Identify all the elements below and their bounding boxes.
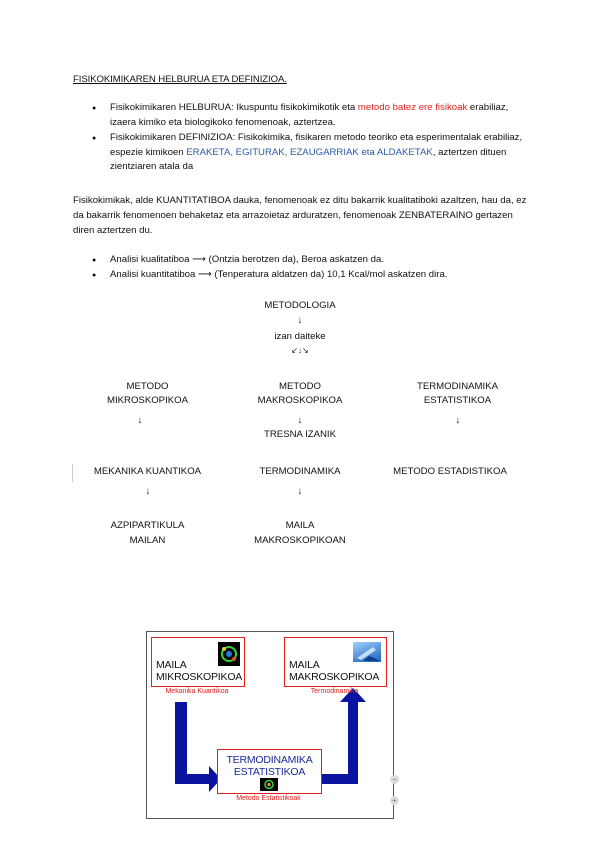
list-item-helburua: [92, 101, 532, 131]
diagram-root: METODOLOGIA: [264, 300, 336, 311]
box-micro: [151, 637, 245, 687]
col3-line2: ESTATISTIKOA: [423, 395, 492, 406]
box-macro-line2: MAKROSKOPIKOA: [289, 671, 380, 683]
liquid-image: [353, 642, 381, 662]
divider: [72, 464, 73, 482]
analysis-list: [92, 253, 532, 283]
zoom-in-icon[interactable]: +: [390, 796, 399, 805]
col2-line2: MAKROSKOPIKOA: [257, 395, 343, 406]
arrow-down-icon: ↓: [297, 415, 303, 426]
list-item-quantitative: ● Analisi kuantitatiboa ⟶ (Tenperatura aldatzen da) 10,1 Kcal/mol askatzen dira.: [92, 268, 532, 283]
tool-2: TERMODINAMIKA: [259, 466, 341, 477]
box-micro-line1: MAILA: [156, 659, 187, 671]
box-micro-line2: MIKROSKOPIKOA: [156, 671, 243, 683]
flask-icon: [353, 642, 381, 662]
col2-line1: METODO: [279, 381, 321, 392]
diagram-middle: izan daiteke: [274, 331, 326, 342]
tresna-label: TRESNA IZANIK: [264, 429, 336, 440]
tool-3: METODO ESTADISTIKOA: [393, 466, 507, 477]
level2-line1: MAILA: [285, 520, 315, 531]
box-stat-line1: TERMODINAMIKA: [226, 754, 313, 766]
item-text-a: Fisikokimikaren HELBURUA: Ikuspuntu fisikokimikotik eta: [110, 102, 358, 113]
side-controls: [390, 775, 400, 815]
list-item-definizioa: [92, 131, 532, 176]
item-text-a: Fisikokimikaren DEFINIZIOA: Fisikokimika, fisikaren metodo teoriko eta esperimentalak erabiliaz, espezie kimikoen: [110, 131, 523, 158]
item-text-c: erabiliaz, izaera kimiko eta biologikoko fenomenoak, aztertzea.: [110, 102, 509, 128]
col3-line1: TERMODINAMIKA: [416, 381, 499, 392]
arrow-down-icon: ↓: [297, 486, 303, 497]
highlight-text-blue: ERAKETA, EGITURAK, EZAUGARRIAK eta ALDAKETAK: [186, 146, 433, 158]
tool-1: MEKANIKA KUANTIKOA: [93, 466, 202, 477]
levels-figure: [146, 631, 394, 819]
level1-line1: AZPIPARTIKULA: [110, 520, 185, 531]
level2-line2: MAKROSKOPIKOAN: [254, 535, 346, 546]
zoom-out-icon[interactable]: −: [390, 775, 399, 784]
arrow-down-icon: ↓: [455, 415, 461, 426]
box-stat-line2: ESTATISTIKOA: [233, 766, 306, 778]
atom-icon: [218, 642, 240, 666]
highlight-text-red: metodo batez ere fisikoak: [357, 102, 468, 113]
box-stat-caption: Metodo Estatistikoak: [236, 795, 301, 802]
atom-image: [218, 642, 240, 666]
arrow-down-icon: ↓: [297, 315, 303, 326]
body-paragraph: Fisikokimikak, alde KUANTITATIBOA dauka, fenomenoak ez ditu bakarrik kualitatiboki azaltzen, hau da, ez da bakarrik fenomenoen behaketaz eta arrazoietaz arduratzen, fenomenoak ZENBATERAINO gertazen diren aztertzen du.: [73, 195, 527, 236]
level1-line2: MAILAN: [129, 535, 166, 546]
box-macro: [284, 637, 387, 687]
arrow-down-icon: ↓: [145, 486, 151, 497]
box-macro-line1: MAILA: [289, 659, 320, 671]
page-title: FISIKOKIMIKAREN HELBURUA ETA DEFINIZIOA.: [73, 74, 287, 85]
col1-line1: METODO: [126, 381, 169, 392]
box-micro-caption: Mekanika Kuantikoa: [165, 688, 229, 695]
split-arrows-icon: ↙↓↘: [291, 346, 309, 355]
atom-image-small: [260, 778, 278, 791]
atom-icon: [260, 778, 278, 791]
arrow-down-icon: ↓: [137, 415, 143, 426]
box-macro-caption: Termodinamika: [310, 688, 359, 695]
item-text-c: , aztertzen dituen zientziaren atala da: [110, 146, 507, 173]
arrow-down-right: [175, 702, 221, 792]
goal-definition-list: [92, 101, 532, 175]
box-statistical: [217, 749, 322, 794]
arrow-right-up: [321, 688, 366, 784]
list-item-qualitative: ● Analisi kualitatiboa ⟶ (Ontzia berotzen da), Beroa askatzen da.: [92, 253, 532, 268]
col1-line2: MIKROSKOPIKOA: [106, 395, 189, 406]
